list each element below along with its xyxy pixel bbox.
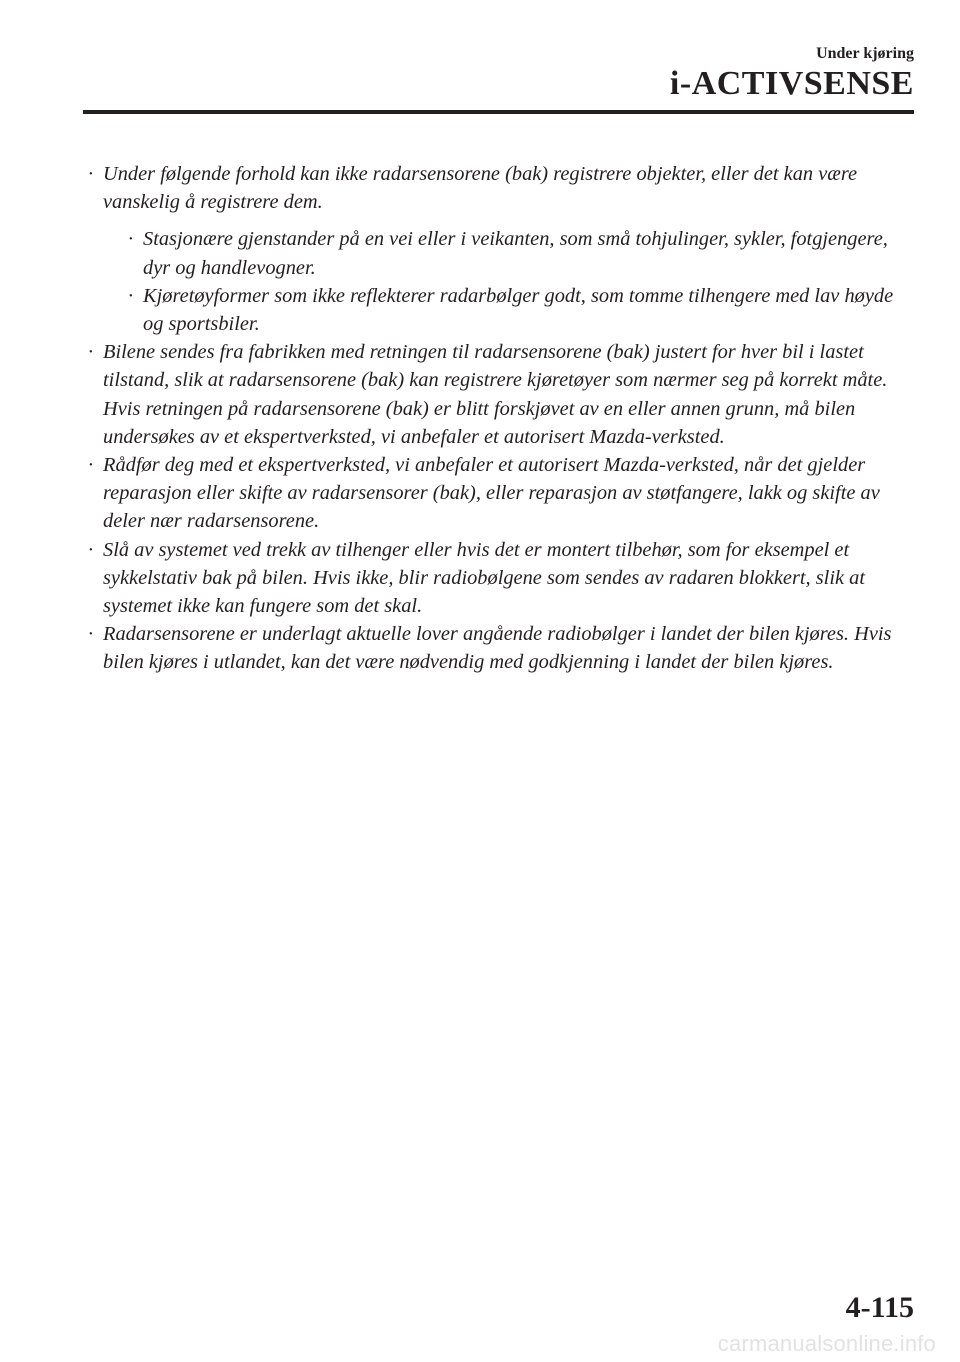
bullet-dot: ·	[88, 454, 94, 477]
sub-bullet-item	[128, 282, 918, 338]
bullet-dot: ·	[128, 228, 134, 251]
bullet-dot: ·	[88, 341, 94, 364]
bullet-dot: ·	[88, 623, 94, 646]
bullet-text: Under følgende forhold kan ikke radarsensorene (bak) registrere objekter, eller det kan være vanskelig å registrere dem.	[103, 163, 858, 214]
bullet-dot: ·	[88, 163, 94, 185]
bullet-item	[88, 160, 918, 338]
bullet-dot: ·	[128, 284, 134, 307]
sub-bullet-text: Stasjonære gjenstander på en vei eller i veikanten, som små tohjulinger, sykler, fotgjengere, dyr og handlevogner.	[143, 228, 888, 279]
header-rule	[83, 110, 914, 114]
bullet-text: Bilene sendes fra fabrikken med retningen til radarsensorene (bak) justert for hver bil i lastet tilstand, slik at radarsensorene (bak) kan registrere kjøretøyer som nærmer seg på korrekt måte. Hvis retningen på radarsensorene (bak) er blitt forskjøvet av en eller annen grunn, må bilen undersøkes av et ekspertverksted, vi anbefaler et autorisert Mazda-verksted.	[103, 341, 888, 448]
sub-bullet-text: Kjøretøyformer som ikke reflekterer radarbølger godt, som tomme tilhengere med lav høyde og sportsbiler.	[143, 284, 894, 336]
page-title: i-ACTIVSENSE	[669, 65, 914, 102]
bullet-item	[88, 451, 918, 536]
bullet-text: Radarsensorene er underlagt aktuelle lover angående radiobølger i landet der bilen kjøres. Hvis bilen kjøres i utlandet, kan det være nødvendig med godkjenning i landet der bilen kjøres.	[103, 623, 892, 674]
sub-bullet-list	[128, 225, 918, 338]
bullet-item	[88, 536, 918, 621]
page-number: 4-115	[845, 1291, 914, 1324]
section-label: Under kjøring	[816, 45, 914, 62]
bullet-text: Slå av systemet ved trekk av tilhenger eller hvis det er montert tilbehør, som for eksempel et sykkelstativ bak på bilen. Hvis ikke, blir radiobølgene som sendes av radaren blokkert, slik at systemet ikke kan fungere som det skal.	[103, 538, 866, 618]
watermark: carmanualsonline.info	[717, 1331, 936, 1356]
bullet-item	[88, 338, 918, 451]
sub-bullet-item	[128, 225, 918, 281]
bullet-text: Rådfør deg med et ekspertverksted, vi anbefaler et autorisert Mazda-verksted, når det gjelder reparasjon eller skifte av radarsensorer (bak), eller reparasjon av støtfangere, lakk og skifte av deler nær radarsensorene.	[103, 454, 880, 533]
content-body	[88, 160, 918, 677]
bullet-item	[88, 620, 918, 676]
bullet-dot: ·	[88, 538, 94, 561]
